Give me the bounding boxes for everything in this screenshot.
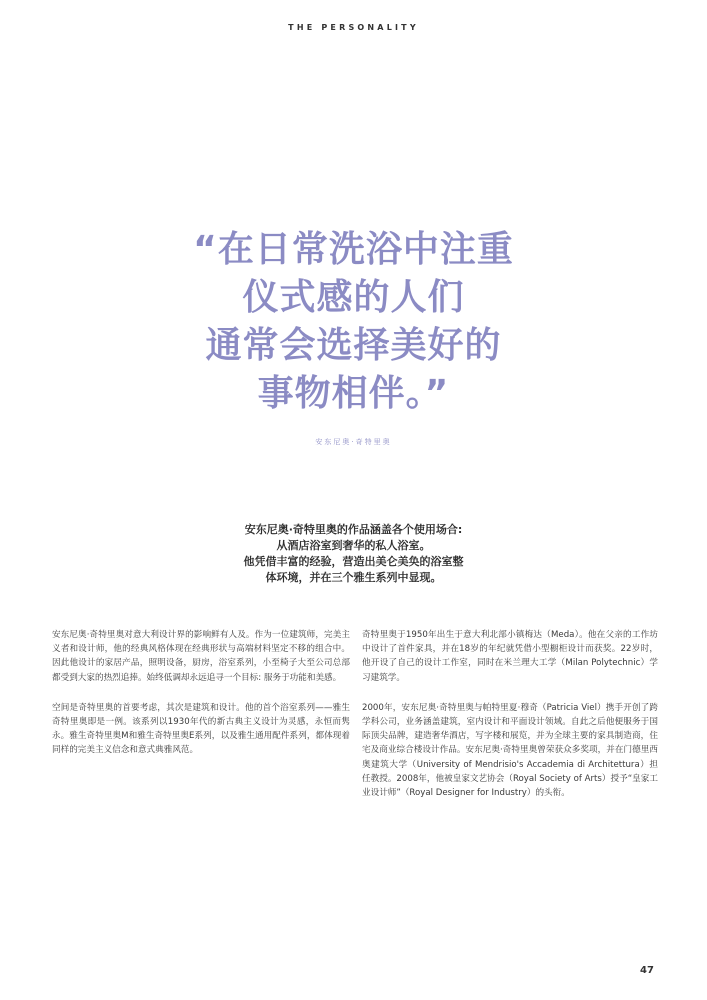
intro-lead — [0, 522, 707, 586]
body-paragraph: 奇特里奥于1950年出生于意大利北部小镇梅达（Meda）。他在父亲的工作坊中设计了首件家具，并在18岁的年纪就凭借小型橱柜设计而获奖。22岁时，他开设了自己的设计工作室，同时在米兰理大工学（Milan Polytechnic）学习建筑学。 — [362, 630, 658, 683]
body-paragraph: 安东尼奥·奇特里奥对意大利设计界的影响鲜有人及。作为一位建筑师，完美主义者和设计师，他的经典风格体现在经典形状与高端材料坚定不移的组合中。因此他设计的家居产品，照明设备，厨房，浴室系列，小至椅子大至公司总部都受到大家的热烈追捧。始终低调却永远追寻一个目标: 服务于功能和美感。 — [52, 630, 350, 683]
intro-line: 从酒店浴室到奢华的私人浴室。 — [276, 539, 431, 552]
body-column-left — [52, 628, 350, 774]
body-paragraph: 空间是奇特里奥的首要考虑，其次是建筑和设计。他的首个浴室系列——雅生奇特里奥即是一例。该系列以1930年代的新古典主义设计为灵感，永恒而隽永。雅生奇特里奥M和雅生奇特里奥E系列，以及雅生通用配件系列，都体现着同样的完美主义信念和意式典雅风范。 — [52, 702, 350, 756]
intro-line: 体环境，并在三个雅生系列中显现。 — [265, 571, 442, 584]
pull-quote-line: “在日常洗浴中注重 — [193, 229, 514, 270]
pull-quote-line: 仪式感的人们 — [242, 277, 465, 318]
intro-line: 他凭借丰富的经验，营造出美仑美奂的浴室整 — [243, 555, 464, 568]
pull-quote — [0, 226, 707, 418]
body-paragraph: 2000年，安东尼奥·奇特里奥与帕特里夏·穆奇（Patricia Viel）携手开创了跨学科公司，业务涵盖建筑，室内设计和平面设计领域。自此之后他便服务于国际顶尖品牌，建造奢华酒店，写字楼和展览，并为全球主要的家具制造商，住宅及商业综合楼设计作品。安东尼奥·奇特里奥曾荣获众多奖项，并在门德里西奥建筑大学（University of Mendrisio's Accademia di Architettura）担任教授。2008年，他被皇家文艺协会（Royal Society of Arts）授予“皇家工业设计师”（Royal Designer for Industry）的头衔。 — [362, 702, 658, 799]
quote-attribution: 安东尼奥·奇特里奥 — [315, 438, 392, 446]
pull-quote-line: 事物相伴。” — [257, 373, 450, 414]
body-column-right — [362, 628, 658, 816]
intro-line: 安东尼奥·奇特里奥的作品涵盖各个使用场合: — [244, 523, 463, 536]
section-label: THE PERSONALITY — [288, 23, 419, 32]
page-number: 47 — [640, 965, 654, 976]
pull-quote-line: 通常会选择美好的 — [205, 325, 502, 366]
